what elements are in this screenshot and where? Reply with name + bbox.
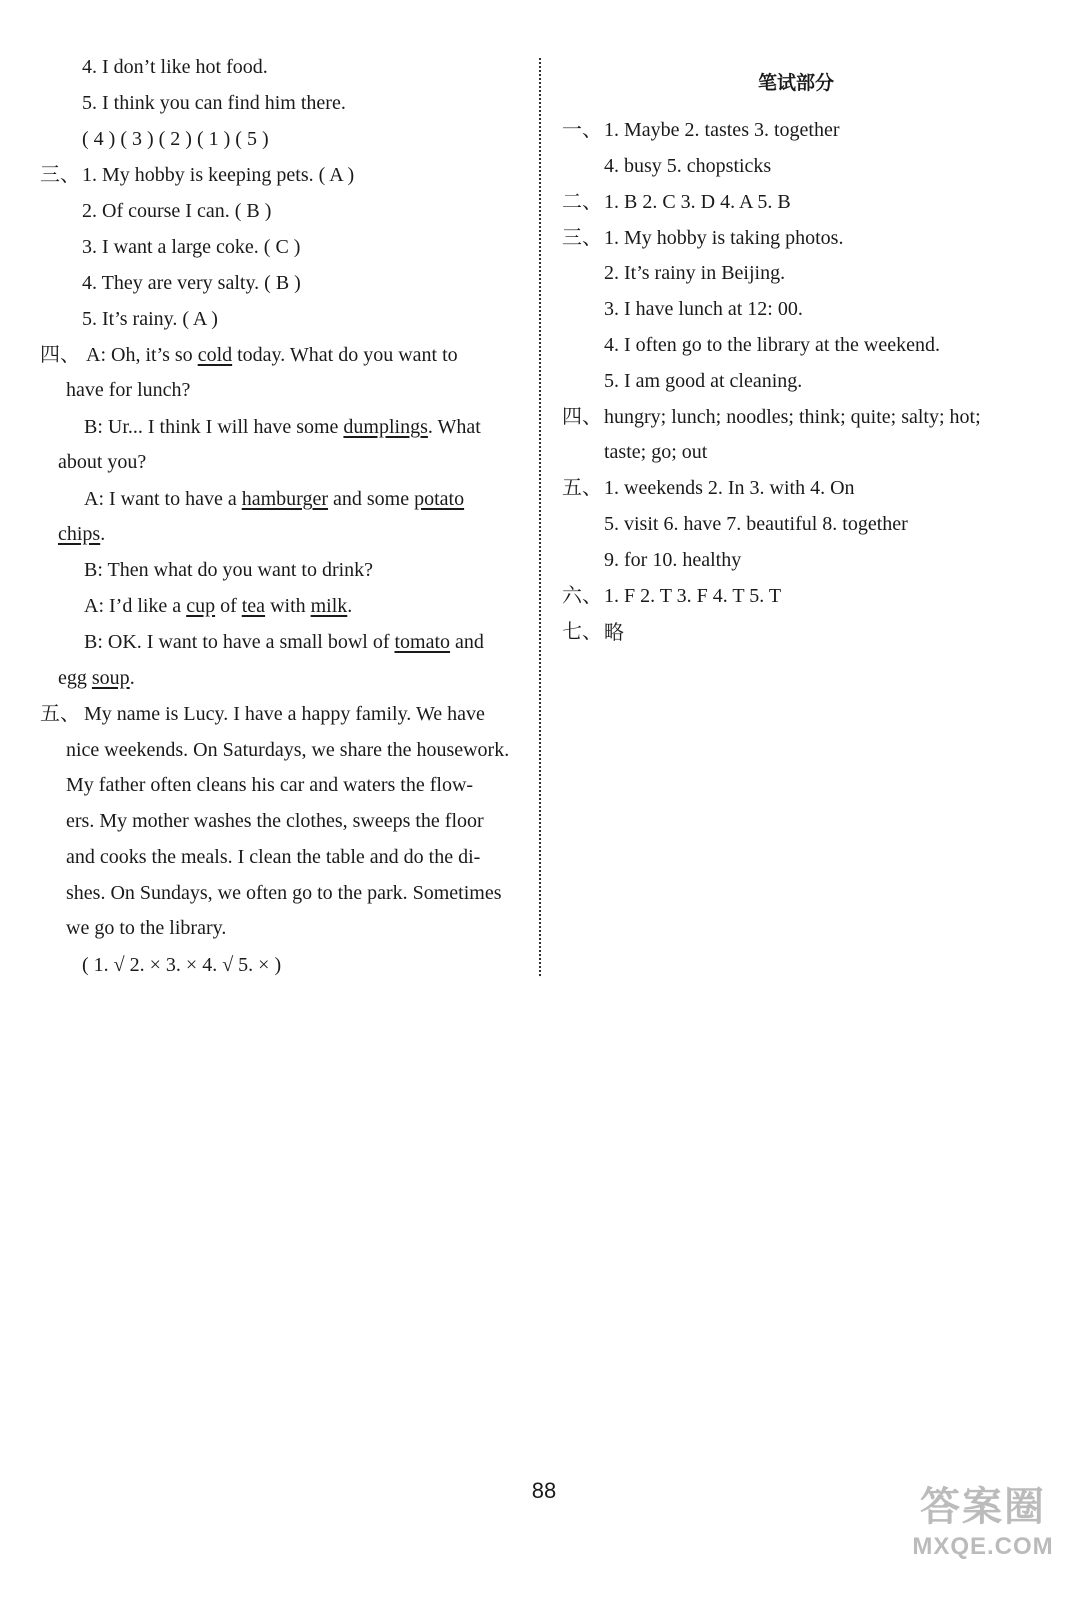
filled-blank: tea [241, 595, 266, 617]
text: today. What do you want to [232, 344, 458, 366]
section-label: 三、 [40, 164, 80, 186]
passage-line: My name is Lucy. I have a happy family. We have [84, 703, 485, 725]
text: A: I want to have a [84, 488, 242, 510]
section-label: 四、 [40, 344, 80, 366]
dialogue-line: about you? [58, 451, 147, 473]
answer-line: taste; go; out [604, 441, 708, 463]
text: . [347, 595, 353, 617]
filled-blank: milk [310, 595, 348, 617]
answer-line: 3. I want a large coke. ( C ) [82, 236, 301, 258]
text: B: OK. I want to have a small bowl of [84, 631, 395, 653]
dialogue-line [84, 414, 481, 440]
answer-line: 5. I think you can find him there. [82, 92, 346, 114]
answer-line: 2. Of course I can. ( B ) [82, 200, 272, 222]
passage-line: ers. My mother washes the clothes, sweeps the floor [66, 810, 484, 832]
filled-blank: chips [58, 523, 101, 545]
text: of [215, 595, 242, 617]
filled-blank: soup [91, 667, 130, 689]
answer-line: 略 [604, 620, 624, 644]
section-label: 六、 [562, 585, 602, 607]
text: egg [58, 667, 92, 689]
dialogue-line [58, 521, 105, 547]
answer-line: 1. My hobby is taking photos. [604, 227, 844, 249]
section-title: 笔试部分 [758, 72, 835, 94]
filled-blank: cold [197, 344, 233, 366]
text: with [265, 595, 311, 617]
filled-blank: tomato [394, 631, 451, 653]
answer-line: 2. It’s rainy in Beijing. [604, 262, 786, 284]
passage-line: shes. On Sundays, we often go to the park. Sometimes [66, 882, 502, 904]
answer-line: 5. visit 6. have 7. beautiful 8. together [604, 513, 908, 535]
order-answer: ( 4 ) ( 3 ) ( 2 ) ( 1 ) ( 5 ) [82, 128, 269, 150]
dialogue-line: B: Then what do you want to drink? [84, 559, 374, 581]
section-label: 三、 [562, 227, 602, 249]
judgement-answers: ( 1. √ 2. × 3. × 4. √ 5. × ) [82, 954, 282, 976]
answer-line: 1. Maybe 2. tastes 3. together [604, 119, 840, 141]
text: . [129, 667, 135, 689]
section-label: 四、 [562, 406, 602, 428]
answer-line: 5. It’s rainy. ( A ) [82, 308, 218, 330]
dialogue-line [84, 486, 464, 512]
answer-line: 9. for 10. healthy [604, 549, 742, 571]
text: . What [427, 416, 481, 438]
dialogue-line: have for lunch? [66, 379, 191, 401]
section-label: 二、 [562, 191, 602, 213]
answer-line: 5. I am good at cleaning. [604, 370, 803, 392]
text: A: I’d like a [84, 595, 187, 617]
page-number: 88 [531, 1478, 557, 1503]
watermark-url: MXQE.COM [912, 1533, 1054, 1560]
answer-line: 1. My hobby is keeping pets. ( A ) [82, 164, 355, 186]
column-divider [539, 58, 541, 976]
text: A: Oh, it’s so [86, 344, 198, 366]
passage-line: we go to the library. [66, 917, 227, 939]
answer-line: 4. I often go to the library at the weekend. [604, 334, 940, 356]
section-label: 七、 [562, 621, 602, 643]
text: and [450, 631, 484, 653]
answer-line: 3. I have lunch at 12: 00. [604, 298, 803, 320]
answer-line: 1. B 2. C 3. D 4. A 5. B [604, 191, 791, 213]
dialogue-line [86, 342, 458, 368]
answer-line: 1. weekends 2. In 3. with 4. On [604, 477, 855, 499]
filled-blank: dumplings [343, 416, 428, 438]
text: . [100, 523, 106, 545]
dialogue-line [84, 629, 484, 655]
answer-line: 4. I don’t like hot food. [82, 56, 268, 78]
watermark-text: 答案圈 [920, 1485, 1046, 1529]
passage-line: nice weekends. On Saturdays, we share the housework. [66, 739, 510, 761]
filled-blank: cup [186, 595, 216, 617]
filled-blank: hamburger [241, 488, 329, 510]
answer-line: 4. They are very salty. ( B ) [82, 272, 301, 294]
section-label: 五、 [40, 703, 80, 725]
text: B: Ur... I think I will have some [84, 416, 344, 438]
answer-line: 1. F 2. T 3. F 4. T 5. T [604, 585, 782, 607]
filled-blank: potato [414, 488, 465, 510]
watermark-logo [908, 1482, 1058, 1582]
section-label: 五、 [562, 477, 602, 499]
passage-line: My father often cleans his car and waters the flow- [66, 774, 474, 796]
answer-line: hungry; lunch; noodles; think; quite; salty; hot; [604, 406, 981, 428]
text: and some [328, 488, 415, 510]
dialogue-line [58, 665, 135, 691]
section-label: 一、 [562, 119, 602, 141]
answer-line: 4. busy 5. chopsticks [604, 155, 772, 177]
passage-line: and cooks the meals. I clean the table and do the di- [66, 846, 481, 868]
dialogue-line [84, 593, 352, 619]
